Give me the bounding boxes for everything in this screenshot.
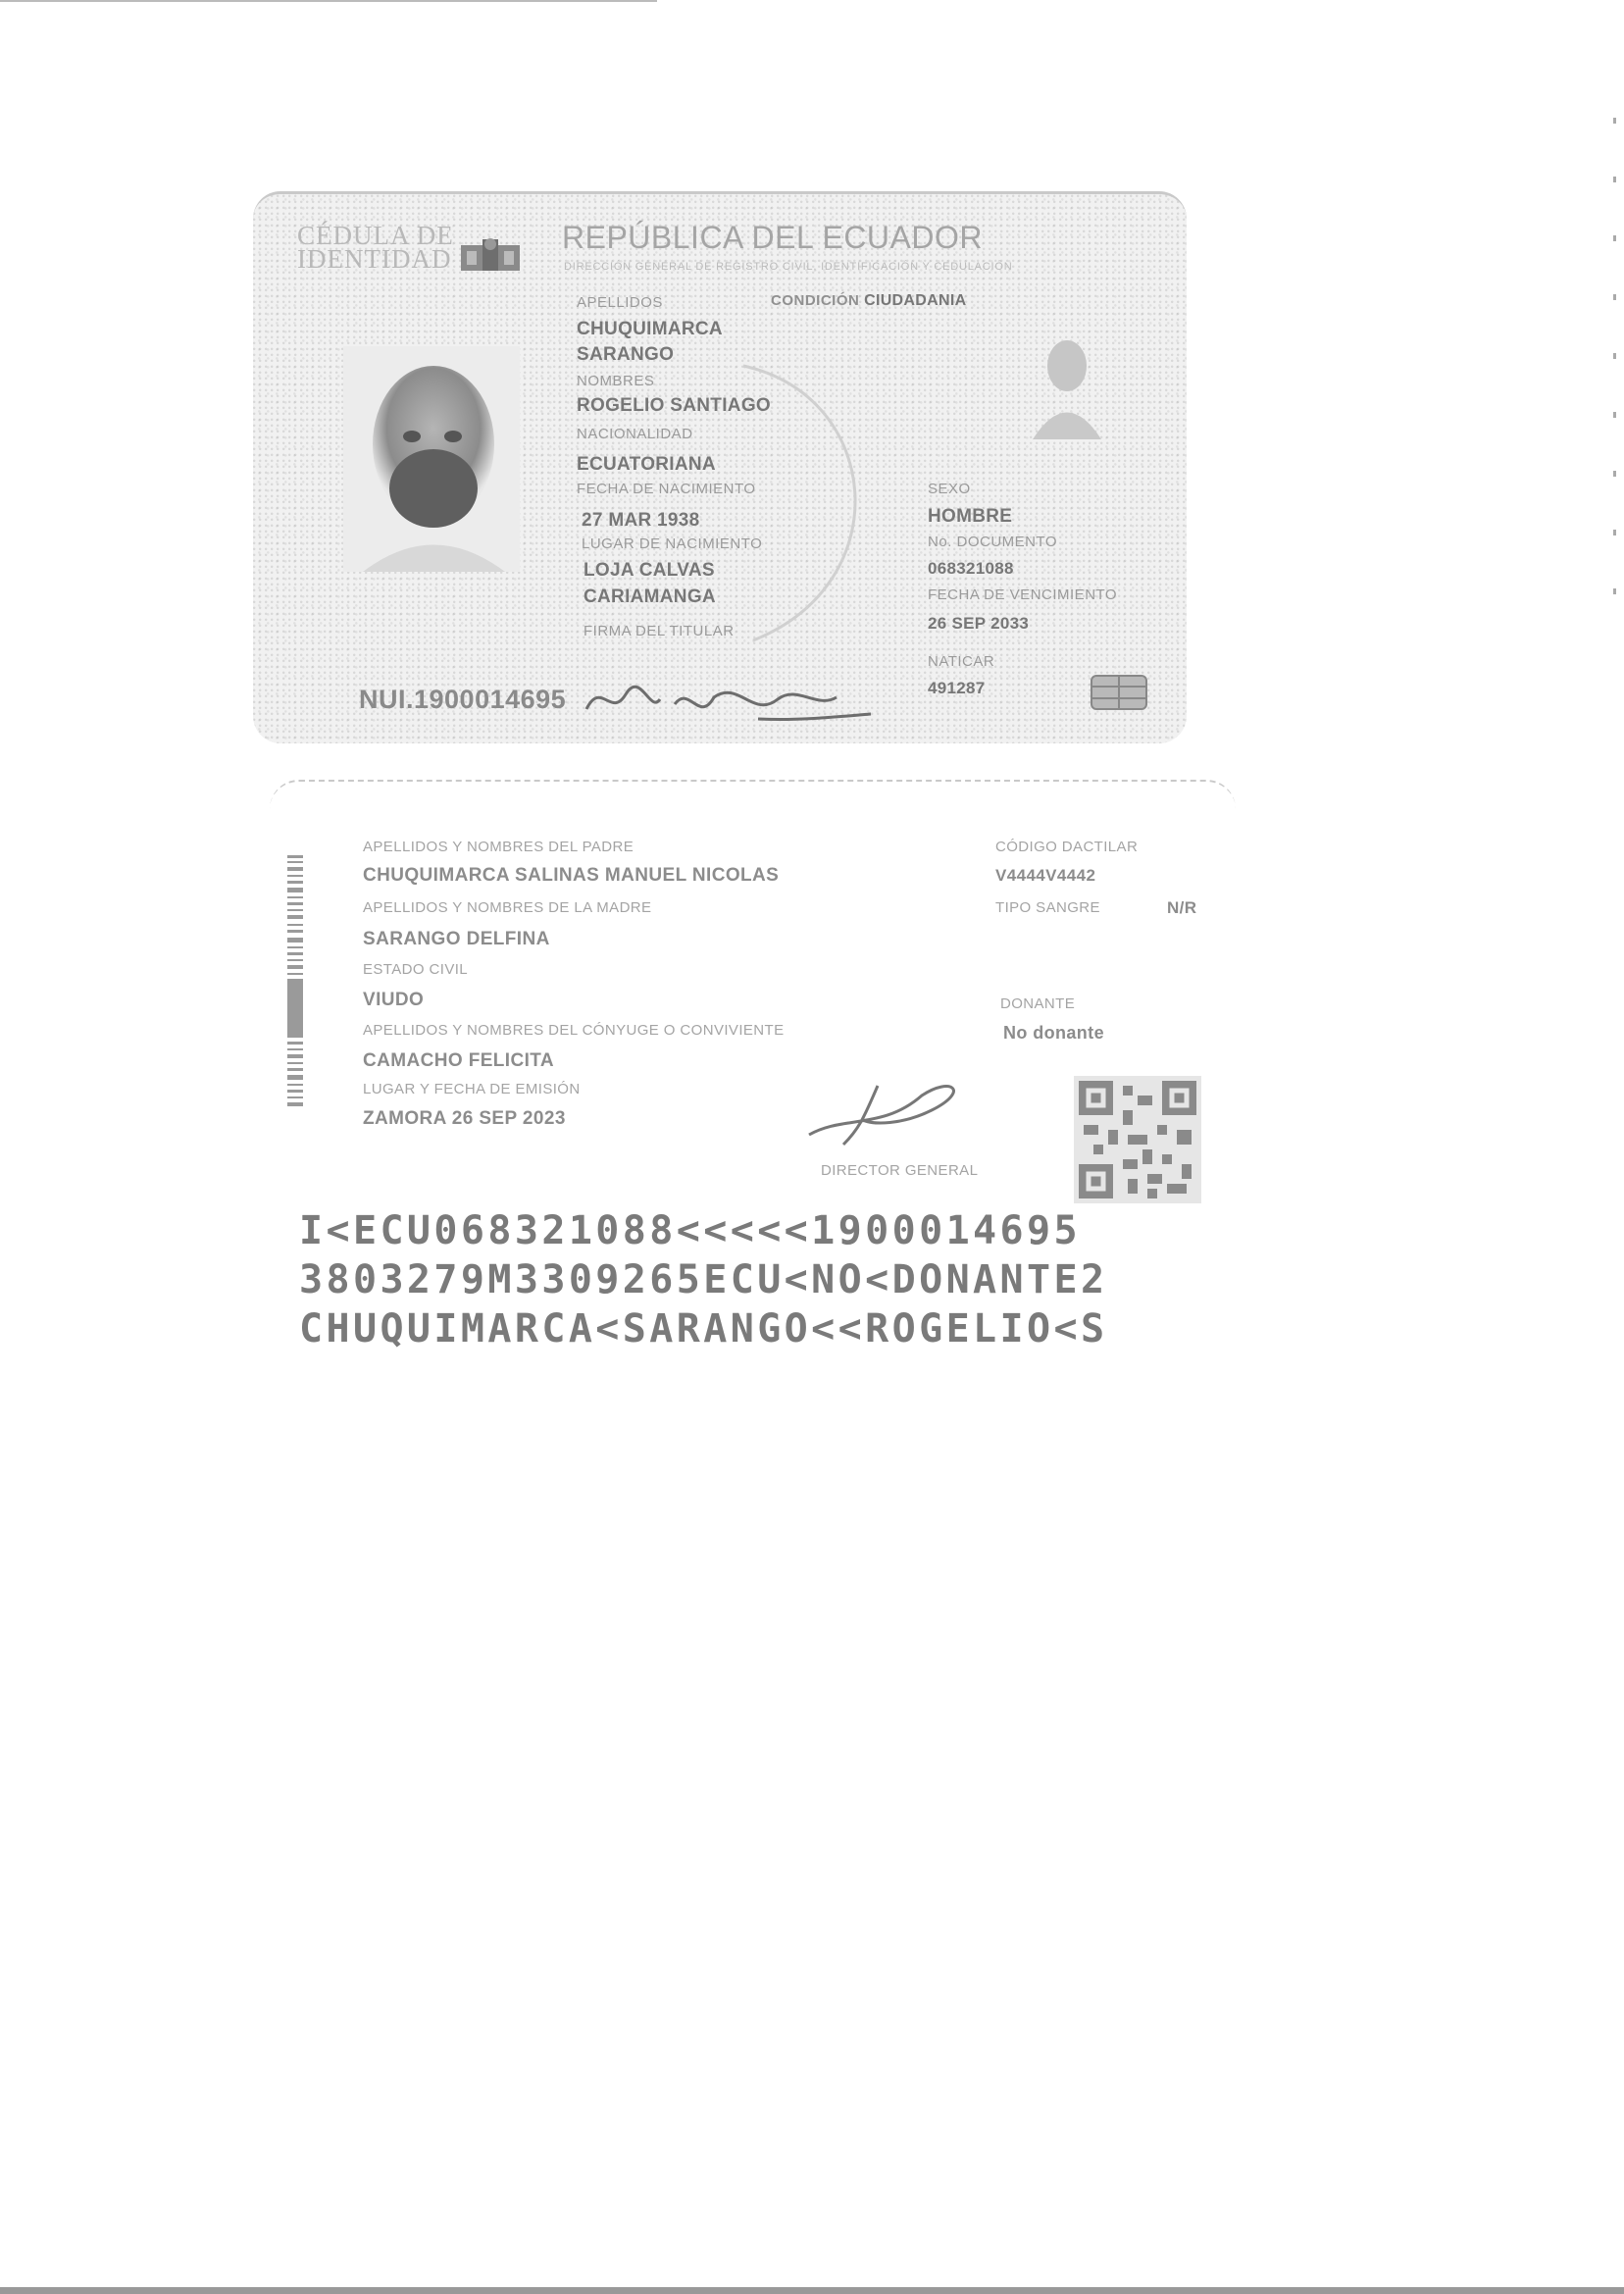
ecuador-emblem-icon (461, 235, 520, 271)
fecha-nacimiento-label: FECHA DE NACIMIENTO (577, 481, 756, 497)
cedula-title (297, 221, 454, 274)
apellidos-value-2: SARANGO (577, 344, 675, 365)
padre-value: CHUQUIMARCA SALINAS MANUEL NICOLAS (363, 865, 780, 886)
estado-civil-value: VIUDO (363, 990, 425, 1010)
documento-value: 068321088 (928, 559, 1014, 578)
holder-signature (582, 670, 876, 729)
apellidos-value-1: CHUQUIMARCA (577, 319, 723, 339)
scan-top-line (0, 0, 657, 2)
nacionalidad-value: ECUATORIANA (577, 454, 716, 475)
estado-civil-label: ESTADO CIVIL (363, 961, 469, 978)
naticar-label: NATICAR (928, 653, 995, 670)
nombres-label: NOMBRES (577, 373, 655, 389)
dactilar-value: V4444V4442 (995, 866, 1096, 885)
donante-label: DONANTE (1000, 995, 1076, 1012)
mrz-line-1: I<ECU068321088<<<<<1900014695 (299, 1208, 1081, 1253)
chip-icon (1091, 675, 1147, 710)
nacionalidad-label: NACIONALIDAD (577, 426, 693, 442)
cedula-line-2: IDENTIDAD (297, 244, 452, 274)
sexo-label: SEXO (928, 481, 971, 497)
padre-label: APELLIDOS Y NOMBRES DEL PADRE (363, 839, 634, 855)
republica-title: REPÚBLICA DEL ECUADOR (562, 220, 983, 255)
ghost-portrait-icon (1028, 331, 1106, 439)
tipo-sangre-value: N/R (1167, 898, 1197, 917)
qr-code-icon (1074, 1076, 1201, 1203)
lugar-nacimiento-value-2: CARIAMANGA (584, 586, 716, 607)
emision-label: LUGAR Y FECHA DE EMISIÓN (363, 1081, 581, 1097)
donante-value: No donante (1003, 1023, 1104, 1043)
nombres-value: ROGELIO SANTIAGO (577, 395, 771, 416)
sexo-value: HOMBRE (928, 506, 1013, 527)
id-card-back (270, 780, 1236, 1213)
conyuge-label: APELLIDOS Y NOMBRES DEL CÓNYUGE O CONVIVIENTE (363, 1022, 785, 1039)
vencimiento-value: 26 SEP 2033 (928, 614, 1030, 633)
cedula-line-1: CÉDULA DE (297, 221, 454, 250)
firma-titular-label: FIRMA DEL TITULAR (584, 623, 735, 639)
apellidos-label: APELLIDOS (577, 294, 663, 311)
holder-photo (343, 346, 520, 572)
scan-bottom-edge (0, 2287, 1624, 2294)
madre-value: SARANGO DELFINA (363, 929, 550, 949)
lugar-nacimiento-value-1: LOJA CALVAS (584, 560, 715, 581)
director-label: DIRECTOR GENERAL (821, 1162, 979, 1179)
condicion-value: CIUDADANIA (864, 292, 967, 309)
director-signature (804, 1076, 971, 1149)
naticar-value: 491287 (928, 679, 986, 697)
scan-edge-marks (1613, 118, 1616, 628)
nui-number: NUI.1900014695 (359, 685, 567, 714)
vencimiento-label: FECHA DE VENCIMIENTO (928, 586, 1118, 603)
condicion-label: CONDICIÓN (771, 292, 860, 309)
direccion-subtitle: DIRECCIÓN GENERAL DE REGISTRO CIVIL, IDENTIFICACIÓN Y CEDULACIÓN (564, 261, 1013, 273)
dactilar-label: CÓDIGO DACTILAR (995, 839, 1139, 855)
vertical-barcode (287, 855, 303, 1110)
mrz-line-2: 3803279M3309265ECU<NO<DONANTE2 (299, 1257, 1108, 1302)
emision-value: ZAMORA 26 SEP 2023 (363, 1108, 566, 1129)
documento-label: No. DOCUMENTO (928, 534, 1058, 550)
conyuge-value: CAMACHO FELICITA (363, 1050, 554, 1071)
mrz-line-3: CHUQUIMARCA<SARANGO<<ROGELIO<S (299, 1306, 1108, 1351)
fecha-nacimiento-value: 27 MAR 1938 (582, 510, 700, 531)
condicion (771, 292, 966, 310)
machine-readable-zone (299, 1206, 1221, 1353)
madre-label: APELLIDOS Y NOMBRES DE LA MADRE (363, 899, 652, 916)
id-card-front (253, 191, 1187, 743)
tipo-sangre-label: TIPO SANGRE (995, 899, 1100, 916)
lugar-nacimiento-label: LUGAR DE NACIMIENTO (582, 535, 763, 552)
